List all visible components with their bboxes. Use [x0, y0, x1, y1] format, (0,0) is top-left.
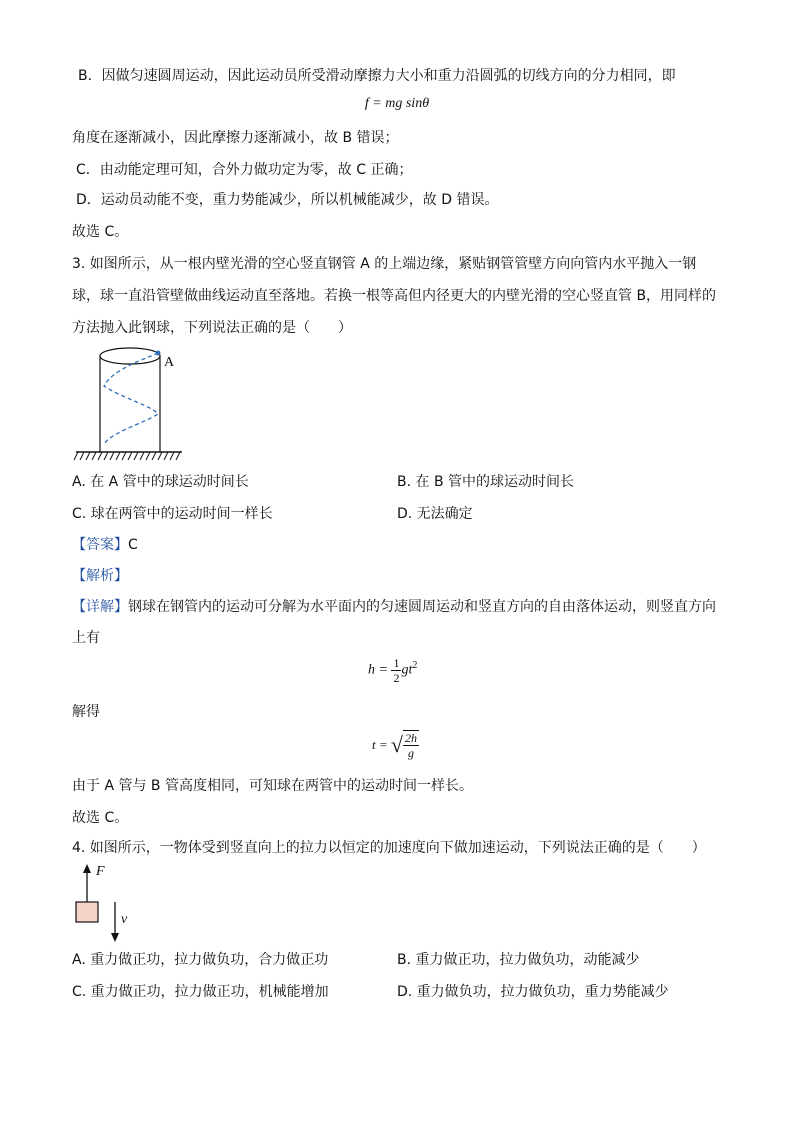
q4-option-b: B. 重力做正功，拉力做负功，动能减少	[397, 952, 640, 968]
force-figure	[70, 862, 140, 944]
final-choice: 故选 C。	[72, 224, 129, 240]
q3-option-b: B. 在 B 管中的球运动时间长	[397, 474, 575, 490]
option-b-continuation: 角度在逐渐减小，因此摩擦力逐渐减小，故 B 错误；	[72, 130, 399, 146]
question-4-line-1: 4. 如图所示，一物体受到竖直向上的拉力以恒定的加速度向下做加速运动，下列说法正确的是（ ）	[72, 840, 706, 856]
q3-final-choice: 故选 C。	[72, 810, 129, 826]
eq2-fraction: $\frac{2h}{g}$	[404, 731, 417, 760]
force-label: F	[96, 864, 105, 879]
q3-option-c: C. 球在两管中的运动时间一样长	[72, 506, 273, 522]
conclusion: 由于 A 管与 B 管高度相同，可知球在两管中的运动时间一样长。	[72, 778, 473, 794]
pipe-label: A	[164, 355, 175, 370]
detail-tag: 【详解】	[72, 599, 128, 615]
answer-line	[72, 535, 138, 555]
eq1-exponent: 2	[412, 660, 418, 672]
q4-option-c: C. 重力做正功，拉力做正功，机械能增加	[72, 984, 329, 1000]
eq1-fraction: $\frac{1}{2}$	[393, 656, 400, 685]
answer-value: C	[128, 537, 138, 553]
friction-formula: f = mg sinθ	[364, 96, 430, 111]
eq1-rhs: gt	[401, 662, 413, 678]
answer-tag: 【答案】	[72, 537, 128, 553]
eq2-lhs: t =	[372, 737, 388, 752]
q4-option-d: D. 重力做负功，拉力做负功，重力势能减少	[397, 984, 669, 1000]
equation-time	[372, 730, 419, 760]
detail-text: 钢球在钢管内的运动可分解为水平面内的匀速圆周运动和竖直方向的自由落体运动，则竖直方向	[128, 599, 716, 615]
question-3-line-1: 3. 如图所示，从一根内壁光滑的空心竖直钢管 A 的上端边缘，紧贴钢管管壁方向向管内水平抛入一钢	[72, 256, 697, 272]
question-3-line-3: 方法抛入此钢球，下列说法正确的是（ ）	[72, 320, 352, 336]
option-d-explanation: D．运动员动能不变，重力势能减少，所以机械能减少，故 D 错误。	[76, 192, 499, 208]
sqrt-symbol: √	[390, 732, 403, 757]
q3-option-d: D. 无法确定	[397, 506, 473, 522]
velocity-label: v	[121, 912, 128, 927]
q4-option-a: A. 重力做正功，拉力做负功，合力做正功	[72, 952, 329, 968]
question-3-line-2: 球，球一直沿管壁做曲线运动直至落地。若换一根等高但内径更大的内壁光滑的空心竖直管 B，用同样的	[72, 288, 717, 304]
q3-option-a: A. 在 A 管中的球运动时间长	[72, 474, 249, 490]
detail-line	[72, 597, 716, 617]
analysis-tag: 【解析】	[72, 568, 128, 584]
detail-continuation: 上有	[72, 630, 100, 646]
solve-label: 解得	[72, 704, 100, 720]
eq1-lhs: h =	[368, 662, 388, 678]
option-c-explanation: C．由动能定理可知，合外力做功定为零，故 C 正确；	[76, 162, 413, 178]
option-b-explanation: B．因做匀速圆周运动，因此运动员所受滑动摩擦力大小和重力沿圆弧的切线方向的分力相同，即	[78, 68, 676, 84]
equation-height	[368, 656, 417, 685]
